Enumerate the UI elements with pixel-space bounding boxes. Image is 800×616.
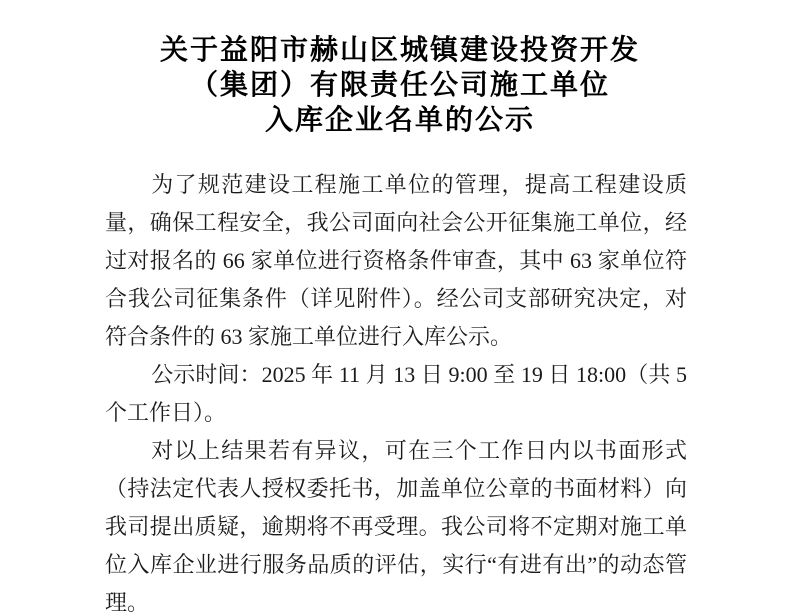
document-title — [100, 32, 700, 137]
document-title-line-2: （集团）有限责任公司施工单位 — [189, 68, 610, 100]
paragraph-intro: 为了规范建设工程施工单位的管理，提高工程建设质量，确保工程安全，我公司面向社会公开征集施工单位，经过对报名的 66 家单位进行资格条件审查，其中 63 家单位符合我公司征集条件（详见附件）。经公司支部研究决定，对符合条件的 63 家施工单位进行入库公示。 — [105, 172, 687, 349]
paragraph-publicity-period: 公示时间：2025 年 11 月 13 日 9:00 至 19 日 18:00（共 5 个工作日）。 — [105, 362, 687, 425]
paragraph-objection-procedure: 对以上结果若有异议，可在三个工作日内以书面形式（持法定代表人授权委托书，加盖单位公章的书面材料）向我司提出质疑，逾期将不再受理。我公司将不定期对施工单位入库企业进行服务品质的评估，实行“有进有出”的动态管理。 — [105, 438, 687, 615]
document-body — [105, 166, 687, 616]
document-title-line-1: 关于益阳市赫山区城镇建设投资开发 — [159, 33, 640, 65]
document-title-line-3: 入库企业名单的公示 — [264, 103, 535, 135]
